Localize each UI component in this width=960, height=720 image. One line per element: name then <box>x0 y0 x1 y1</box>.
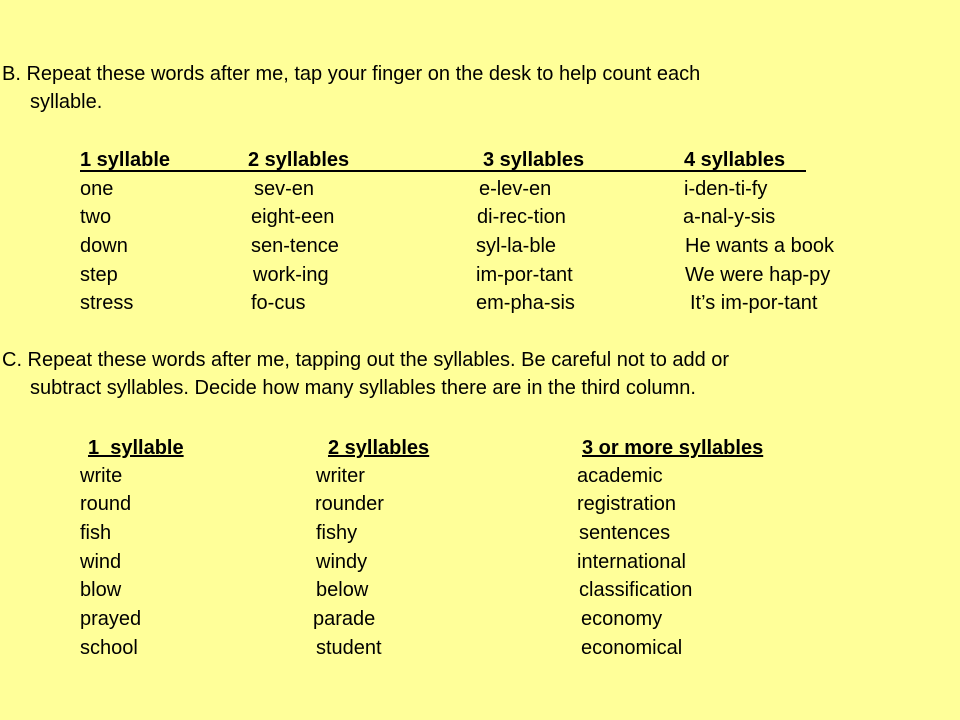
section-c-word: academic <box>577 465 663 487</box>
section-b-word: e-lev-en <box>479 178 552 200</box>
section-b-word: stress <box>80 292 134 314</box>
section-b-header-1-syllable: 1 syllable <box>80 149 171 171</box>
section-b-word: sev-en <box>254 178 315 200</box>
section-b-word: We were hap-py <box>685 264 831 286</box>
section-c-word: windy <box>316 551 368 573</box>
section-b-word: di-rec-tion <box>477 206 566 228</box>
section-c-word: prayed <box>80 608 142 630</box>
section-c-header-3-or-more-syllables: 3 or more syllables <box>582 437 764 459</box>
section-b-header-3-syllables: 3 syllables <box>483 149 585 171</box>
section-c-word: below <box>316 579 369 601</box>
section-c-word: wind <box>80 551 122 573</box>
section-b-word: work-ing <box>253 264 329 286</box>
section-c-instruction-line1: C. Repeat these words after me, tapping out the syllables. Be careful not to add or <box>2 349 730 371</box>
section-c-word: registration <box>577 493 676 515</box>
section-b-header-4-syllables: 4 syllables <box>684 149 786 171</box>
section-c-word: economy <box>581 608 663 630</box>
section-b-instruction-line1: B. Repeat these words after me, tap your finger on the desk to help count each <box>2 63 701 85</box>
section-b-word: It’s im-por-tant <box>690 292 818 314</box>
section-c-word: round <box>80 493 132 515</box>
section-c-word: classification <box>579 579 693 601</box>
section-b-word: down <box>80 235 128 257</box>
section-c-word: fishy <box>316 522 358 544</box>
section-b-instructions <box>2 60 942 116</box>
section-b-word: i-den-ti-fy <box>684 178 768 200</box>
section-b-instruction-line2: syllable. <box>30 91 103 113</box>
section-c-header-1-syllable: 1 syllable <box>88 437 184 459</box>
section-b-word: He wants a book <box>685 235 834 257</box>
section-b-word: eight-een <box>251 206 335 228</box>
section-c-word: student <box>316 637 382 659</box>
section-b-word: sen-tence <box>251 235 339 257</box>
section-c-word: write <box>80 465 123 487</box>
section-c-word: school <box>80 637 138 659</box>
section-c-word: international <box>577 551 686 573</box>
section-c-word: rounder <box>315 493 384 515</box>
section-b-word: a-nal-y-sis <box>683 206 776 228</box>
section-c-word: economical <box>581 637 683 659</box>
section-c-word: parade <box>313 608 376 630</box>
section-b-word: one <box>80 178 114 200</box>
section-b-word: two <box>80 206 112 228</box>
section-c-word: blow <box>80 579 122 601</box>
section-b-header-2-syllables: 2 syllables <box>248 149 350 171</box>
section-b-word: im-por-tant <box>476 264 573 286</box>
section-b-word: syl-la-ble <box>476 235 557 257</box>
section-c-word: writer <box>316 465 365 487</box>
section-c-header-2-syllables: 2 syllables <box>328 437 430 459</box>
section-c-instruction-line2: subtract syllables. Decide how many syllables there are in the third column. <box>30 377 696 399</box>
section-b-word: em-pha-sis <box>476 292 575 314</box>
section-b-word: fo-cus <box>251 292 306 314</box>
section-c-instructions <box>2 346 942 402</box>
section-b-word: step <box>80 264 118 286</box>
section-c-word: sentences <box>579 522 671 544</box>
section-c-word: fish <box>80 522 112 544</box>
